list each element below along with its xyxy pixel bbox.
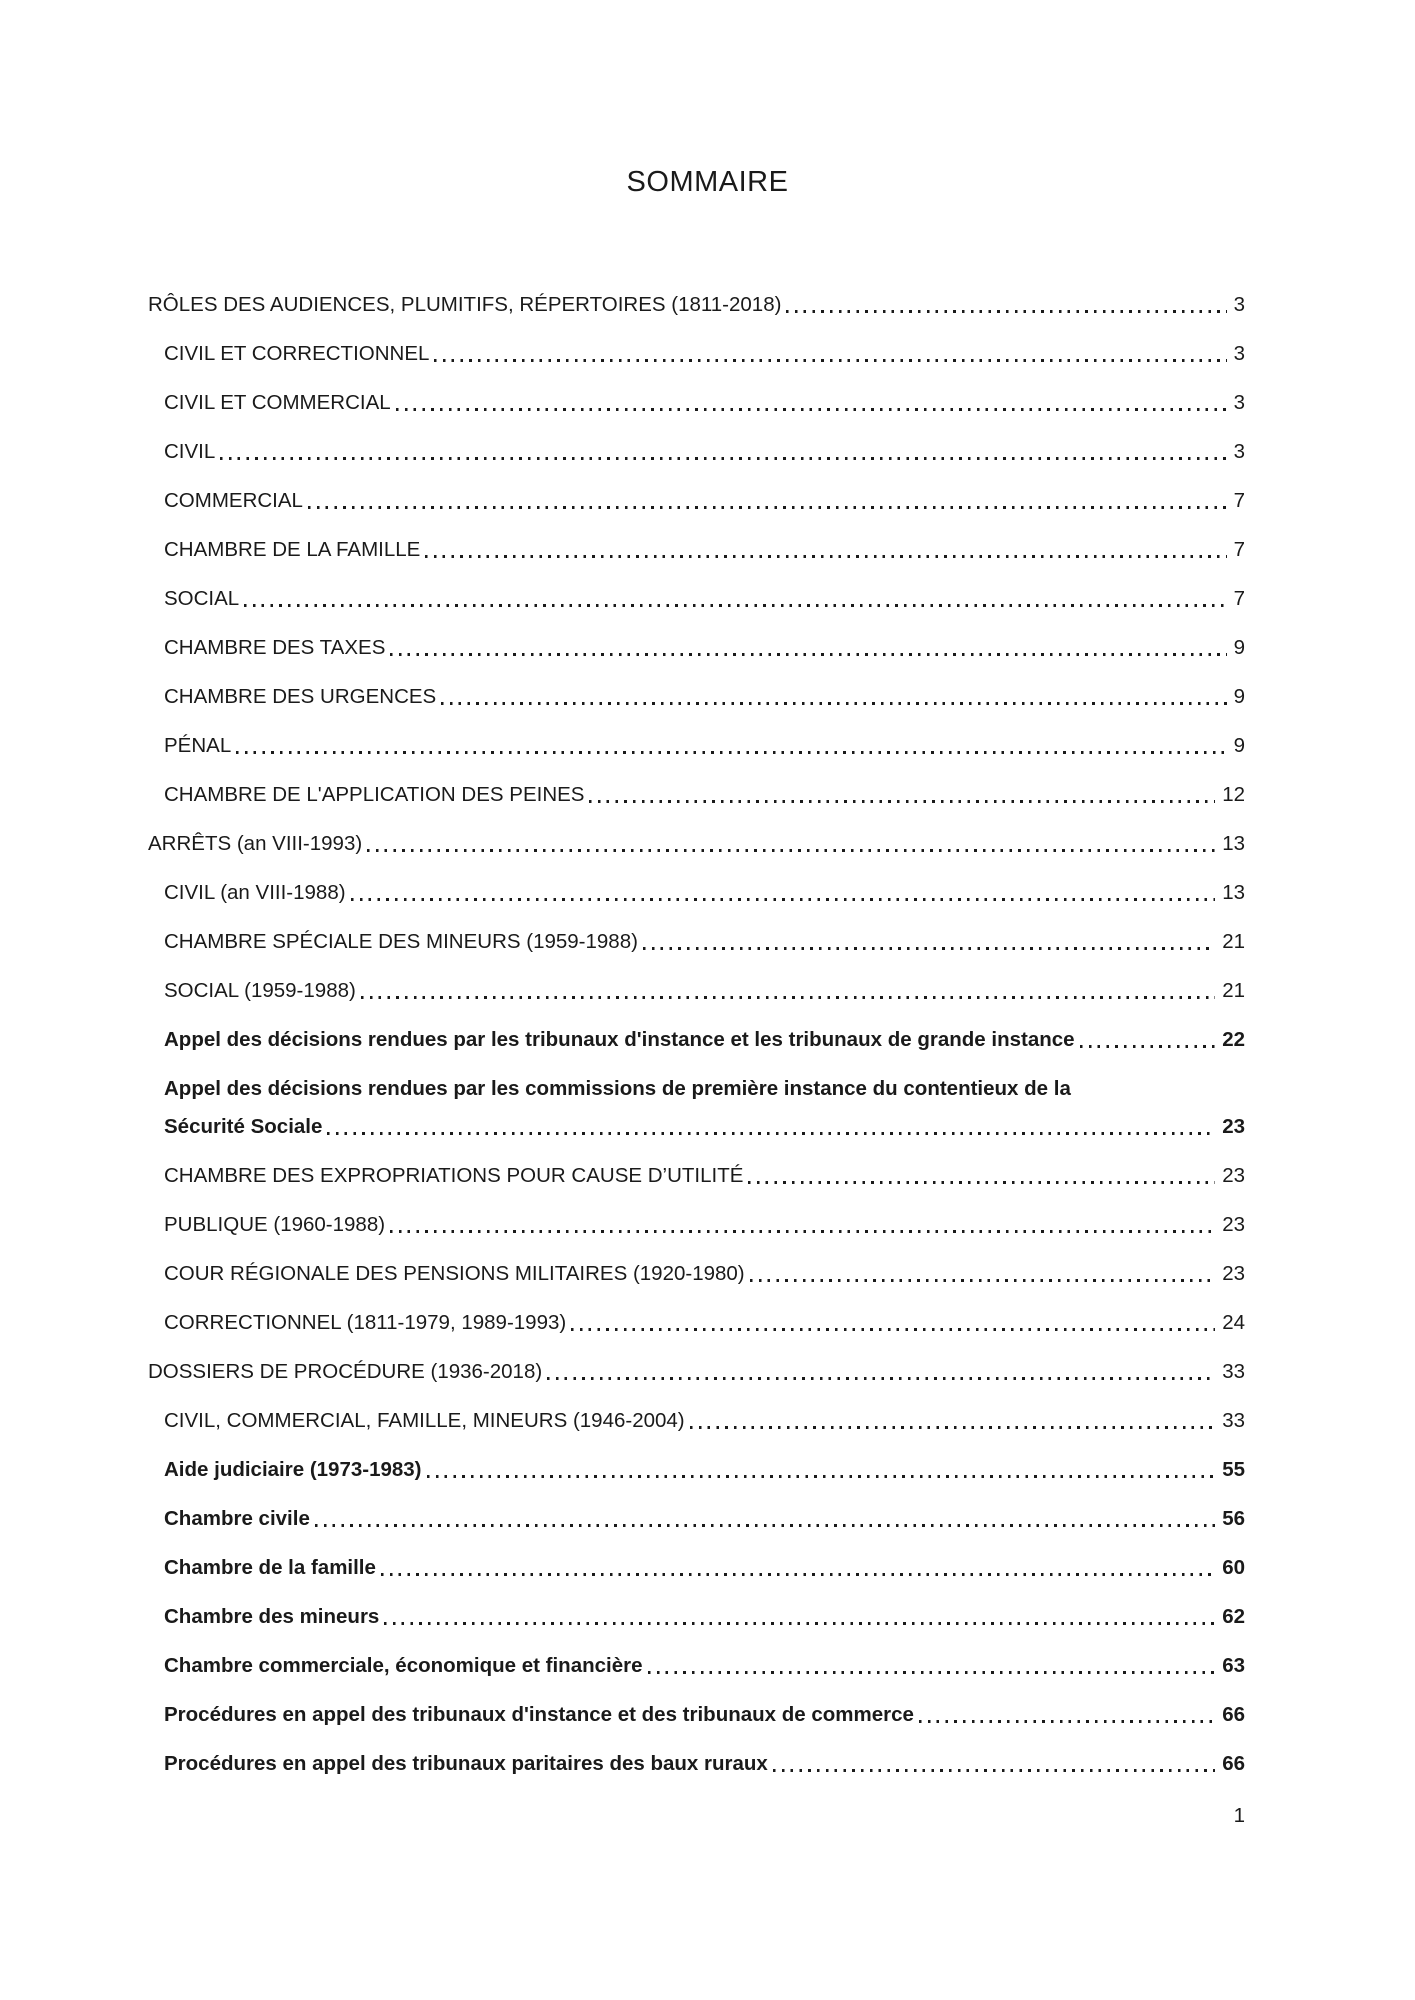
toc-entry-label: ARRÊTS (an VIII-1993) [148,832,363,855]
toc-entry[interactable] [148,1212,1245,1237]
dot-leader [390,653,1226,656]
toc-entry-row [148,831,1245,856]
page-title: SOMMAIRE [626,166,789,198]
toc-entry-row [164,1457,1245,1482]
toc-entry-page: 22 [1222,1028,1245,1051]
toc-entry-page: 7 [1233,587,1245,610]
toc-entry-page: 24 [1222,1311,1245,1334]
toc-entry-row [164,1555,1245,1580]
toc-entry-row [164,1506,1245,1531]
dot-leader [441,702,1226,705]
toc-entry[interactable] [148,1555,1245,1580]
dot-leader [547,1377,1215,1380]
toc-entry[interactable] [148,1408,1245,1433]
toc-entry[interactable] [148,1702,1245,1727]
toc-entry-page: 33 [1222,1360,1245,1383]
toc-entry-page: 9 [1233,685,1245,708]
toc-entry[interactable] [148,1163,1245,1188]
dot-leader [427,1475,1216,1478]
toc-entry[interactable] [148,733,1245,758]
dot-leader [919,1720,1215,1723]
toc-entry-page: 23 [1222,1213,1245,1236]
dot-leader [327,1132,1215,1135]
toc-entry-page: 3 [1233,440,1245,463]
toc-entry-label: CHAMBRE DES TAXES [164,636,386,659]
toc-entry-row [164,1261,1245,1286]
toc-entry-label: CORRECTIONNEL (1811-1979, 1989-1993) [164,1311,567,1334]
toc-entry[interactable] [148,1261,1245,1286]
toc-entry-row [164,733,1245,758]
toc-entry-page: 66 [1222,1703,1245,1726]
toc-entry-row [164,1114,1245,1139]
toc-entry-page: 23 [1222,1262,1245,1285]
toc-entry[interactable] [148,684,1245,709]
toc-entry-label: Appel des décisions rendues par les tribunaux d'instance et les tribunaux de grande instance [164,1028,1075,1051]
toc-entry-label: CHAMBRE DES URGENCES [164,685,437,708]
dot-leader [236,751,1226,754]
dot-leader [773,1769,1215,1772]
toc-entry-label: PÉNAL [164,734,232,757]
toc-entry-row [148,292,1245,317]
toc-entry-page: 33 [1222,1409,1245,1432]
toc-entry-row [164,537,1245,562]
toc-entry-page: 3 [1233,391,1245,414]
dot-leader [648,1671,1216,1674]
toc-entry-row [164,1408,1245,1433]
toc-entry-row [164,1310,1245,1335]
toc-entry[interactable] [148,1310,1245,1335]
toc-entry[interactable] [148,782,1245,807]
toc-entry-label: SOCIAL (1959-1988) [164,979,356,1002]
toc-entry-label: DOSSIERS DE PROCÉDURE (1936-2018) [148,1360,543,1383]
dot-leader [351,898,1216,901]
footer-page-number: 1 [1233,1804,1245,1827]
toc-entry-label: COUR RÉGIONALE DES PENSIONS MILITAIRES (1920-1980) [164,1262,745,1285]
dot-leader [315,1524,1215,1527]
toc-entry[interactable] [148,390,1245,415]
dot-leader [425,555,1226,558]
toc-entry-page: 60 [1222,1556,1245,1579]
toc-entry-label: CIVIL ET COMMERCIAL [164,391,391,414]
toc-entry-row [164,1751,1245,1776]
toc-entry[interactable] [148,880,1245,905]
toc-entry[interactable] [148,292,1245,317]
toc-entry-page: 7 [1233,489,1245,512]
toc-entry-page: 56 [1222,1507,1245,1530]
dot-leader [690,1426,1216,1429]
toc-entry-row [164,635,1245,660]
toc-entry-page: 21 [1222,979,1245,1002]
toc-entry-row [164,978,1245,1003]
toc-entry-page: 21 [1222,930,1245,953]
toc-entry-page: 9 [1233,636,1245,659]
toc-entry-label: Sécurité Sociale [164,1115,323,1138]
toc-entry[interactable] [148,1359,1245,1384]
dot-leader [244,604,1226,607]
toc-entry-label: CIVIL ET CORRECTIONNEL [164,342,430,365]
dot-leader [367,849,1215,852]
dot-leader [434,359,1226,362]
dot-leader [1080,1045,1216,1048]
dot-leader [308,506,1227,509]
toc-entry[interactable] [148,1751,1245,1776]
toc-entry-label: SOCIAL [164,587,240,610]
toc-entry-row [164,782,1245,807]
dot-leader [390,1230,1215,1233]
toc-entry-page: 3 [1233,342,1245,365]
toc-entry[interactable] [148,537,1245,562]
toc-entry-label: PUBLIQUE (1960-1988) [164,1213,386,1236]
toc-entry-page: 23 [1222,1115,1245,1138]
toc-entry-row [164,341,1245,366]
toc-entry-row [164,684,1245,709]
toc-entry-row [164,929,1245,954]
dot-leader [396,408,1227,411]
toc-entry[interactable] [148,1076,1245,1139]
toc-entry-label: Procédures en appel des tribunaux d'instance et des tribunaux de commerce [164,1703,914,1726]
toc-entry-label: CHAMBRE SPÉCIALE DES MINEURS (1959-1988) [164,930,638,953]
toc-entry-page: 62 [1222,1605,1245,1628]
toc-entry-label: Chambre commerciale, économique et financière [164,1654,643,1677]
toc-entry-line1: Appel des décisions rendues par les commissions de première instance du contentieux de la [164,1077,1071,1100]
toc-entry-label: Chambre civile [164,1507,310,1530]
toc-entry-page: 23 [1222,1164,1245,1187]
toc-entry-row [164,1604,1245,1629]
dot-leader [220,457,1226,460]
toc-list [148,292,1245,1800]
toc-entry-row [164,1212,1245,1237]
toc-entry-row [164,1653,1245,1678]
toc-entry[interactable] [148,439,1245,464]
toc-entry[interactable] [148,1027,1245,1052]
dot-leader [361,996,1215,999]
toc-entry-page: 55 [1222,1458,1245,1481]
toc-entry[interactable] [148,341,1245,366]
toc-entry[interactable] [148,1653,1245,1678]
toc-entry-page: 13 [1222,881,1245,904]
toc-entry[interactable] [148,831,1245,856]
toc-entry-page: 12 [1222,783,1245,806]
toc-entry-label: CIVIL (an VIII-1988) [164,881,346,904]
toc-entry-row [164,390,1245,415]
toc-entry[interactable] [148,586,1245,611]
toc-entry-label: CHAMBRE DE L'APPLICATION DES PEINES [164,783,585,806]
toc-entry-label: CHAMBRE DE LA FAMILLE [164,538,421,561]
toc-entry-row [164,488,1245,513]
dot-leader [571,1328,1215,1331]
toc-entry-row [164,880,1245,905]
toc-entry-label: Chambre des mineurs [164,1605,380,1628]
toc-entry-page: 7 [1233,538,1245,561]
toc-entry[interactable] [148,978,1245,1003]
toc-entry[interactable] [148,929,1245,954]
toc-entry[interactable] [148,635,1245,660]
toc-entry-page: 9 [1233,734,1245,757]
toc-entry-row [148,1359,1245,1384]
dot-leader [750,1279,1216,1282]
toc-entry[interactable] [148,488,1245,513]
toc-entry-page: 13 [1222,832,1245,855]
toc-entry-label: CIVIL [164,440,216,463]
toc-entry-row [164,586,1245,611]
toc-entry[interactable] [148,1457,1245,1482]
toc-entry-row [164,1702,1245,1727]
toc-entry[interactable] [148,1506,1245,1531]
toc-entry-row [164,1027,1245,1052]
toc-entry-label: CHAMBRE DES EXPROPRIATIONS POUR CAUSE D’UTILITÉ [164,1164,744,1187]
toc-entry-page: 66 [1222,1752,1245,1775]
toc-entry-page: 3 [1233,293,1245,316]
toc-entry-row [164,1163,1245,1188]
dot-leader [786,310,1226,313]
toc-entry-label: RÔLES DES AUDIENCES, PLUMITIFS, RÉPERTOIRES (1811-2018) [148,293,782,316]
dot-leader [643,947,1215,950]
dot-leader [384,1622,1215,1625]
dot-leader [748,1181,1215,1184]
toc-entry[interactable] [148,1604,1245,1629]
toc-entry-label: Chambre de la famille [164,1556,376,1579]
toc-entry-label: Procédures en appel des tribunaux paritaires des baux ruraux [164,1752,768,1775]
toc-entry-label: Aide judiciaire (1973-1983) [164,1458,422,1481]
toc-entry-label: COMMERCIAL [164,489,303,512]
toc-entry-page: 63 [1222,1654,1245,1677]
dot-leader [589,800,1215,803]
toc-entry-row [164,439,1245,464]
dot-leader [381,1573,1215,1576]
toc-entry-label: CIVIL, COMMERCIAL, FAMILLE, MINEURS (1946-2004) [164,1409,685,1432]
